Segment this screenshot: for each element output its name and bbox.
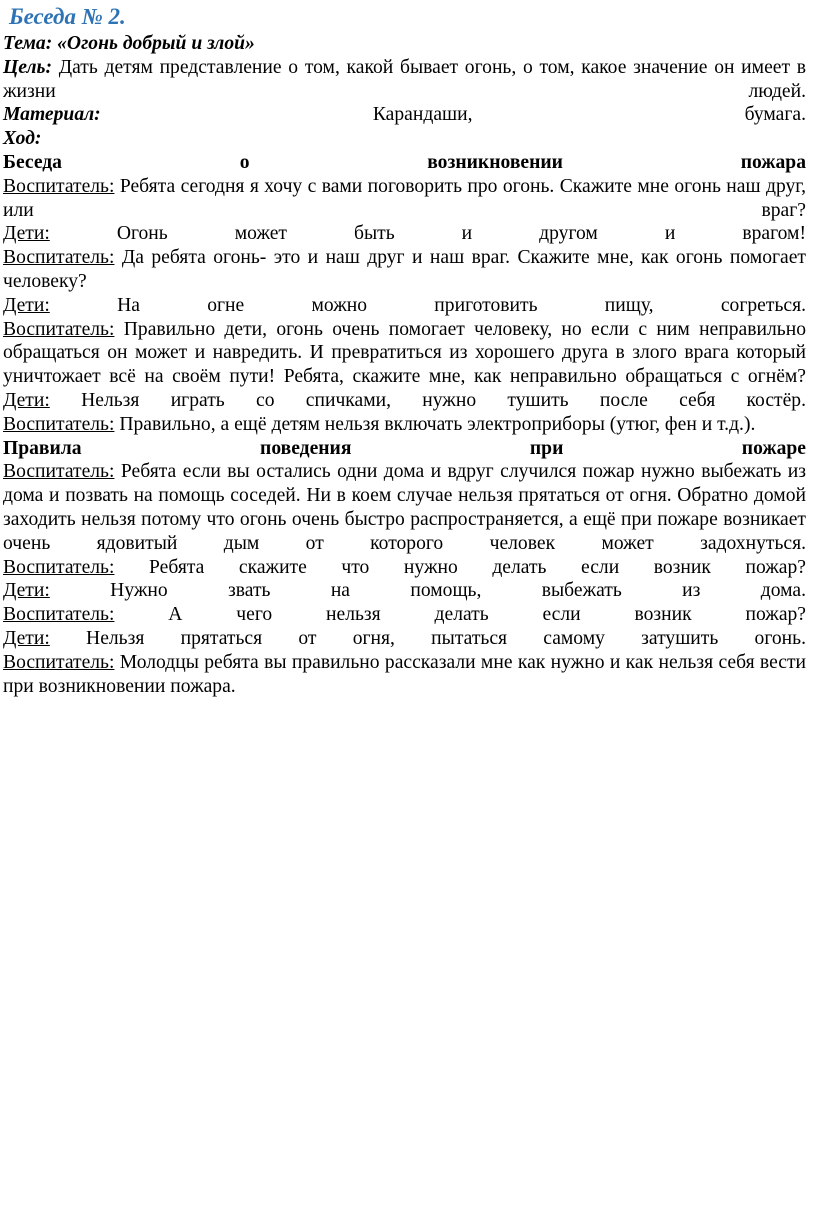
dialogue-line: [3, 294, 806, 318]
topic-line: [3, 32, 806, 56]
topic-value: «Огонь добрый и злой»: [57, 33, 255, 54]
dialogue-line: [3, 413, 806, 437]
speaker-label: Дети:: [3, 223, 50, 245]
speaker-label: Воспитатель:: [3, 461, 115, 483]
speaker-label: Воспитатель:: [3, 556, 115, 578]
dialogue-text: Да ребята огонь- это и наш друг и наш враг. Скажите мне, как огонь помогает человеку?: [3, 247, 806, 292]
dialogue-line: [3, 222, 806, 246]
speaker-label: Дети:: [3, 389, 50, 411]
document-title: Беседа № 2.: [9, 4, 126, 29]
dialogue-line: [3, 627, 806, 651]
dialogue-line: [3, 389, 806, 413]
dialogue-text: На огне можно приготовить пищу, согреться.: [117, 294, 806, 316]
document-page: [3, 0, 806, 698]
speaker-label: Дети:: [3, 580, 50, 602]
dialogue-line: [3, 556, 806, 580]
dialogue-text: Нельзя прятаться от огня, пытаться самому затушить огонь.: [86, 627, 806, 649]
speaker-label: Воспитатель:: [3, 651, 115, 673]
speaker-label: Дети:: [3, 627, 50, 649]
topic-label: Тема:: [3, 33, 53, 54]
dialogue-text: Ребята сегодня я хочу с вами поговорить про огонь. Скажите мне огонь наш друг, или враг?: [3, 175, 806, 221]
dialogue-text: Ребята если вы остались одни дома и вдруг случился пожар нужно выбежать из дома и позвать на помощь соседей. Ни в коем случае нельзя прятаться от огня. Обратно домой заходить нельзя потому что огонь очень быстро распространяется, а ещё при пожаре возникает очень ядовитый дым от которого человек может задохнуться.: [3, 461, 806, 554]
dialogue-text: А чего нельзя делать если возник пожар?: [168, 604, 807, 626]
dialogue-text: Правильно, а ещё детям нельзя включать электроприборы (утюг, фен и т.д.).: [119, 413, 756, 435]
dialogue-line: [3, 460, 806, 555]
dialogue-line: [3, 246, 806, 294]
dialogue-line: [3, 175, 806, 223]
material-label: Материал:: [3, 104, 101, 126]
dialogue-line: [3, 318, 806, 389]
material-text: Карандаши, бумага.: [372, 104, 806, 126]
dialogue-text: Ребята скажите что нужно делать если возник пожар?: [149, 556, 806, 578]
goal-label: Цель:: [3, 56, 52, 78]
course-label: Ход:: [3, 128, 42, 150]
dialogue-line: [3, 579, 806, 603]
speaker-label: Дети:: [3, 294, 50, 316]
dialogue-text: Нужно звать на помощь, выбежать из дома.: [110, 580, 807, 602]
dialogue-text: Огонь может быть и другом и врагом!: [116, 223, 806, 245]
course-line: [3, 127, 806, 151]
dialogue-text: Молодцы ребята вы правильно рассказали мне как нужно и как нельзя себя вести при возникновении пожара.: [3, 651, 806, 697]
goal-paragraph: [3, 56, 806, 104]
goal-text: Дать детям представление о том, какой бывает огонь, о том, какое значение он имеет в жизни людей.: [3, 56, 806, 102]
dialogue-line: [3, 603, 806, 627]
speaker-label: Воспитатель:: [3, 175, 115, 197]
section1-heading: Беседа о возникновении пожара: [3, 151, 806, 173]
section2-heading: Правила поведения при пожаре: [3, 437, 806, 459]
dialogue-text: Нельзя играть со спичками, нужно тушить после себя костёр.: [81, 389, 806, 411]
material-paragraph: [3, 103, 806, 127]
dialogue-line: [3, 651, 806, 699]
speaker-label: Воспитатель:: [3, 413, 115, 435]
speaker-label: Воспитатель:: [3, 604, 115, 626]
speaker-label: Воспитатель:: [3, 318, 115, 340]
speaker-label: Воспитатель:: [3, 247, 115, 269]
dialogue-text: Правильно дети, огонь очень помогает человеку, но если с ним неправильно обращаться он может и навредить. И превратиться из хорошего друга в злого врага который уничтожает всё на своём пути! Ребята, скажите мне, как неправильно обращаться с огнём?: [3, 318, 806, 388]
